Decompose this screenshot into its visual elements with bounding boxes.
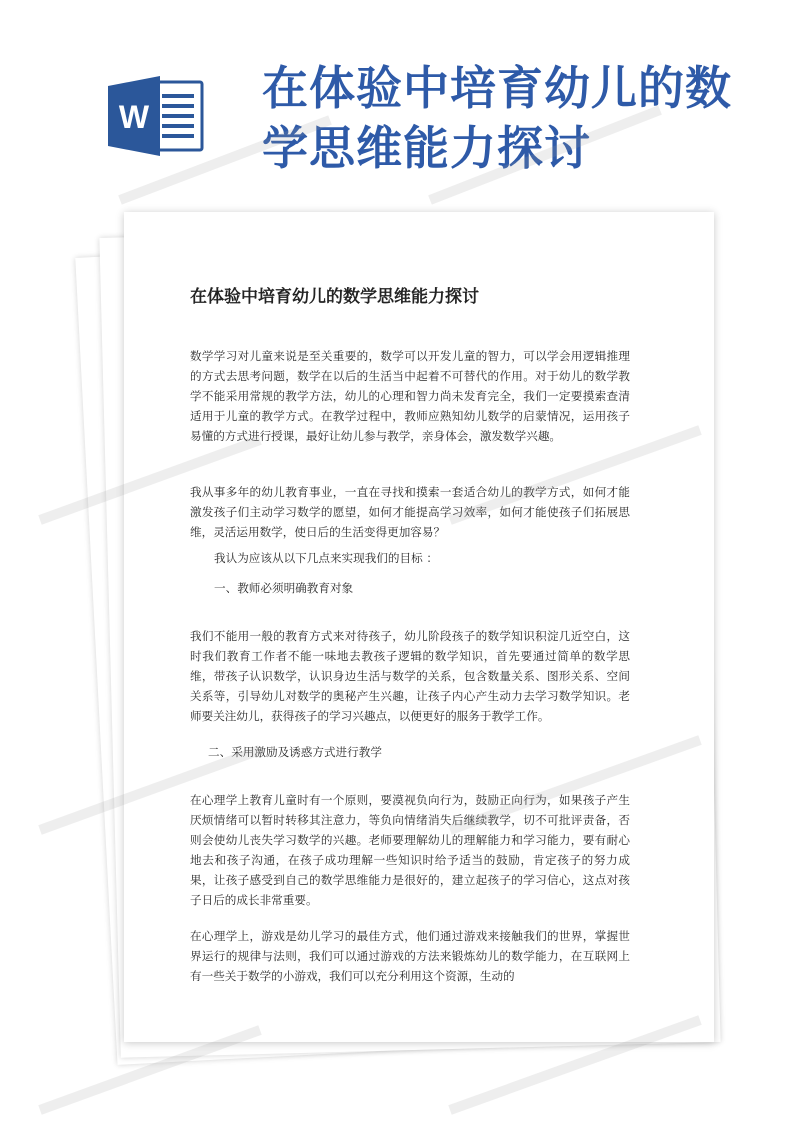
section-heading-2: 二、采用激励及诱惑方式进行教学 [208, 745, 382, 759]
paragraph-6: 在心理学上，游戏是幼儿学习的最佳方式，他们通过游戏来接触我们的世界，掌握世界运行的规律与法则，我们可以通过游戏的方法来锻炼幼儿的数学能力，在互联网上有一些关于数学的小游戏，我们可以充分利用这个资源，生动的 [190, 929, 630, 983]
banner-title: 在体验中培育幼儿的数学思维能力探讨 [262, 61, 732, 175]
paragraph-3: 我认为应该从以下几点来实现我们的目标 ： [214, 551, 438, 565]
word-document-icon [108, 76, 212, 156]
section-heading-1: 一、教师必须明确教育对象 [214, 581, 354, 595]
paragraph-2: 我从事多年的幼儿教育事业，一直在寻找和摸索一套适合幼儿的教学方式，如何才能激发孩子们主动学习数学的愿望，如何才能提高学习效率，如何才能使孩子们拓展思维，灵活运用数学，使日后的生活变得更加容易？ [190, 485, 630, 539]
paragraph-4: 我们不能用一般的教育方式来对待孩子，幼儿阶段孩子的数学知识积淀几近空白，这时我们教育工作者不能一味地去教孩子逻辑的数学知识，首先要通过简单的数学思维，带孩子认识数学，认识身边生活与数学的关系，包含数量关系、图形关系、空间关系等，引导幼儿对数学的奥秘产生兴趣，让孩子内心产生动力去学习数学知识。老师要关注幼儿，获得孩子的学习兴趣点，以便更好的服务于教学工作。 [190, 629, 630, 723]
svg-text:W: W [118, 99, 150, 135]
document-title: 在体验中培育幼儿的数学思维能力探讨 [190, 287, 479, 307]
paragraph-5: 在心理学上教育儿童时有一个原则，要漠视负向行为，鼓励正向行为，如果孩子产生厌烦情绪可以暂时转移其注意力，等负向情绪消失后继续教学，切不可批评责备，否则会使幼儿丧失学习数学的兴趣。老师要理解幼儿的理解能力和学习能力，要有耐心地去和孩子沟通，在孩子成功理解一些知识时给予适当的鼓励，肯定孩子的努力成果，让孩子感受到自己的数学思维能力是很好的，建立起孩子的学习信心，这点对孩子日后的成长非常重要。 [190, 793, 630, 907]
paragraph-1: 数学学习对儿童来说是至关重要的，数学可以开发儿童的智力，可以学会用逻辑推理的方式去思考问题，数学在以后的生活当中起着不可替代的作用。对于幼儿的数学教学不能采用常规的教学方法，幼儿的心理和智力尚未发育完全，我们一定要摸索查清适用于儿童的教学方式。在教学过程中，教师应熟知幼儿数学的启蒙情况，运用孩子易懂的方式进行授课，最好让幼儿参与教学，亲身体会，激发数学兴趣。 [190, 349, 630, 443]
